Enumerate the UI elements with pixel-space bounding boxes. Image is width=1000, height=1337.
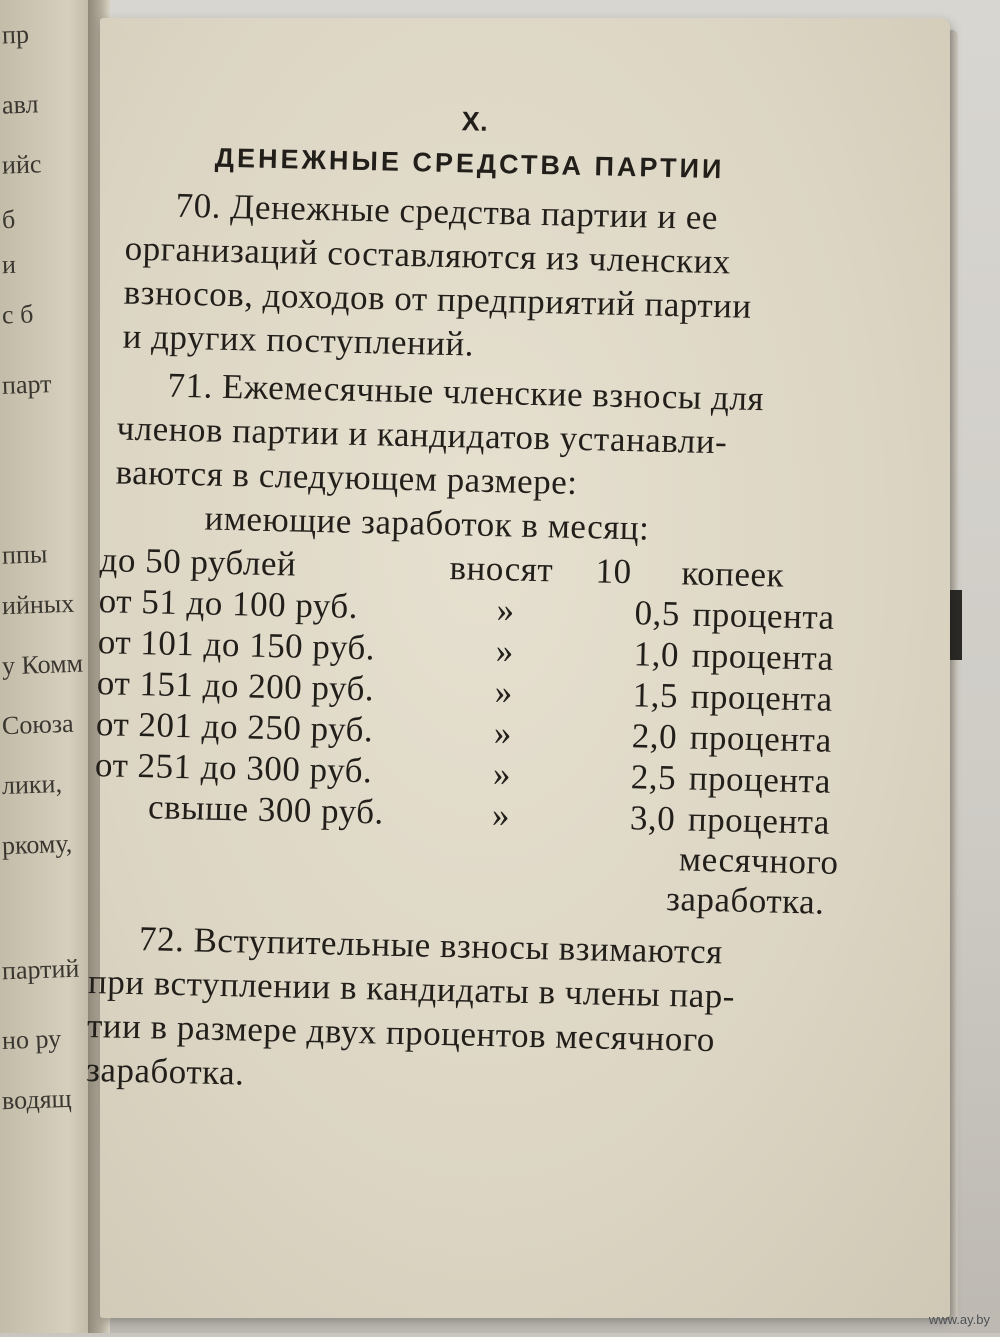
contribution-verb: »: [491, 795, 511, 835]
left-page-fragment: с б: [1, 299, 34, 330]
contribution-amount: 0,5: [634, 593, 681, 634]
left-page-fragment: партий: [1, 953, 80, 986]
left-page-fragment: и: [1, 249, 17, 280]
contribution-unit: процента: [687, 799, 831, 842]
para70-line: взносов, доходов от предприятий партии: [123, 272, 753, 326]
left-page-fragment: но ру: [1, 1023, 62, 1056]
contribution-unit: процента: [689, 717, 833, 760]
left-page-fragment: Союза: [1, 708, 75, 741]
para70-line: и других поступлений.: [122, 316, 475, 364]
income-range: от 251 до 300 руб.: [94, 745, 373, 791]
contribution-verb: »: [496, 590, 516, 630]
left-page-fragment: ийных: [1, 588, 75, 621]
section-heading: ДЕНЕЖНЫЕ СРЕДСТВА ПАРТИИ: [214, 142, 725, 185]
contribution-unit: копеек: [681, 553, 785, 595]
para71-line: ваются в следующем размере:: [115, 452, 578, 502]
income-range: от 51 до 100 руб.: [98, 581, 359, 626]
contribution-amount: 1,5: [632, 675, 679, 716]
chapter-number: X.: [461, 106, 489, 137]
contribution-unit: процента: [688, 758, 832, 801]
right-page: [85, 18, 950, 1318]
para70-line: 70. Денежные средства партии и ее: [175, 185, 719, 238]
contribution-amount: 10: [595, 551, 633, 592]
page-edge-mark: [948, 590, 962, 660]
contribution-amount: 3,0: [629, 798, 676, 839]
left-page-fragment: пр: [1, 19, 30, 50]
left-page-fragment: водящ: [1, 1083, 73, 1116]
contribution-verb: »: [494, 672, 514, 712]
left-page-fragment: авл: [1, 89, 39, 120]
left-page-fragment: ийс: [1, 149, 42, 180]
left-page-fragment: лики,: [1, 768, 63, 801]
contribution-unit: процента: [691, 635, 835, 678]
income-range: от 201 до 250 руб.: [95, 704, 374, 750]
contribution-unit: процента: [690, 676, 834, 719]
para72-line: тии в размере двух процентов месячного: [86, 1005, 716, 1060]
table-tail-line: заработка.: [665, 879, 825, 922]
para72-line: заработка.: [85, 1049, 245, 1093]
para71-line: членов партии и кандидатов устанавли-: [116, 408, 728, 462]
watermark: www.ay.by: [928, 1312, 990, 1327]
page-text: [71, 18, 950, 1337]
para71-line: 71. Ежемесячные членские взносы для: [167, 365, 765, 419]
left-page-fragment: ппы: [1, 539, 48, 570]
contribution-amount: 1,0: [633, 634, 680, 675]
para70-line: организаций составляются из членских: [124, 228, 732, 282]
income-range: свыше 300 руб.: [147, 787, 385, 832]
contribution-verb: »: [493, 713, 513, 753]
left-page-fragment: б: [1, 204, 16, 235]
income-range: от 101 до 150 руб.: [97, 622, 376, 668]
contribution-amount: 2,5: [630, 757, 677, 798]
para72-line: при вступлении в кандидаты в члены пар-: [87, 961, 736, 1016]
contribution-verb: »: [495, 631, 515, 671]
contribution-verb: »: [492, 754, 512, 794]
income-range: до 50 рублей: [99, 540, 297, 584]
left-page-fragment: ркому,: [1, 828, 73, 861]
left-page-fragment: у Комм: [1, 648, 84, 681]
left-page-fragment: парт: [1, 369, 52, 400]
contribution-amount: 2,0: [631, 716, 678, 757]
table-caption: имеющие заработок в месяц:: [204, 498, 650, 548]
contribution-verb: вносят: [449, 548, 554, 590]
contribution-unit: процента: [692, 594, 836, 637]
income-range: от 151 до 200 руб.: [96, 663, 375, 709]
para72-line: 72. Вступительные взносы взимаются: [138, 919, 724, 972]
table-tail-line: месячного: [678, 839, 839, 882]
